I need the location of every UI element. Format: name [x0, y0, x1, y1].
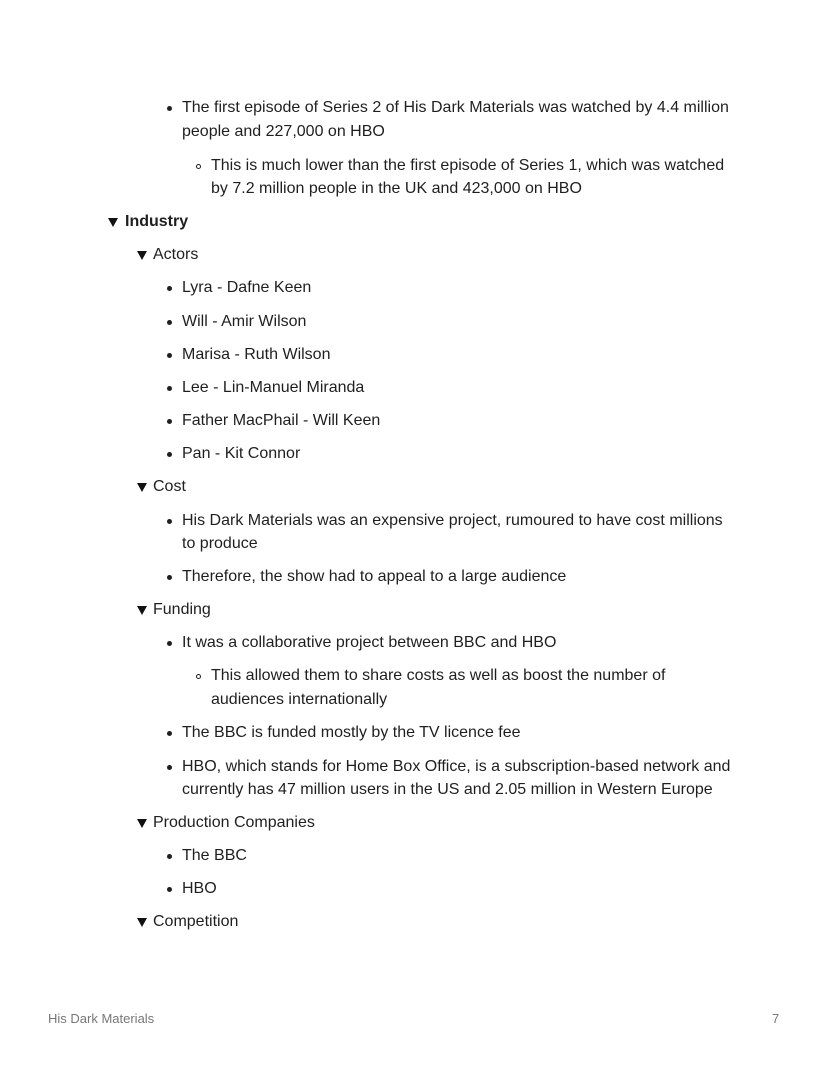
- list-item-text: HBO: [182, 880, 217, 897]
- subsection-heading-funding: Funding: [153, 601, 211, 618]
- sub-list-item-text: This allowed them to share costs as well as boost the number of: [211, 667, 666, 684]
- collapse-toggle-icon[interactable]: [137, 918, 147, 927]
- collapse-toggle-icon[interactable]: [137, 819, 147, 828]
- subsection-heading-actors: Actors: [153, 246, 199, 263]
- subsection-heading-cost: Cost: [153, 478, 186, 495]
- list-item-text: people and 227,000 on HBO: [182, 123, 385, 140]
- list-bullet: [167, 519, 172, 524]
- list-bullet: [167, 641, 172, 646]
- list-item-text: to produce: [182, 535, 258, 552]
- list-bullet: [167, 765, 172, 770]
- collapse-toggle-icon[interactable]: [137, 606, 147, 615]
- list-bullet: [167, 386, 172, 391]
- actor-list-item: Lee - Lin-Manuel Miranda: [182, 379, 365, 396]
- sub-list-bullet: [196, 674, 201, 679]
- list-bullet: [167, 854, 172, 859]
- list-item-text: His Dark Materials was an expensive project, rumoured to have cost millions: [182, 512, 723, 529]
- collapse-toggle-icon[interactable]: [108, 218, 118, 227]
- list-item-text: The first episode of Series 2 of His Dark Materials was watched by 4.4 million: [182, 99, 729, 116]
- list-item-text: The BBC: [182, 847, 247, 864]
- subsection-heading-production-companies: Production Companies: [153, 814, 315, 831]
- footer-page-number: 7: [772, 1011, 780, 1026]
- list-item-text: Therefore, the show had to appeal to a large audience: [182, 568, 567, 585]
- actor-list-item: Lyra - Dafne Keen: [182, 279, 312, 296]
- sub-list-item-text: by 7.2 million people in the UK and 423,000 on HBO: [211, 180, 582, 197]
- list-bullet: [167, 353, 172, 358]
- subsection-heading-competition: Competition: [153, 913, 239, 930]
- list-bullet: [167, 106, 172, 111]
- list-bullet: [167, 286, 172, 291]
- actor-list-item: Pan - Kit Connor: [182, 445, 301, 462]
- footer-document-title: His Dark Materials: [48, 1011, 155, 1026]
- list-bullet: [167, 575, 172, 580]
- sub-list-bullet: [196, 164, 201, 169]
- list-bullet: [167, 731, 172, 736]
- actor-list-item: Marisa - Ruth Wilson: [182, 346, 331, 363]
- actor-list-item: Will - Amir Wilson: [182, 313, 307, 330]
- collapse-toggle-icon[interactable]: [137, 483, 147, 492]
- list-item-text: The BBC is funded mostly by the TV licence fee: [182, 724, 521, 741]
- list-item-text: HBO, which stands for Home Box Office, is a subscription-based network and: [182, 758, 731, 775]
- list-bullet: [167, 887, 172, 892]
- actor-list-item: Father MacPhail - Will Keen: [182, 412, 381, 429]
- list-bullet: [167, 320, 172, 325]
- list-bullet: [167, 419, 172, 424]
- sub-list-item-text: This is much lower than the first episode of Series 1, which was watched: [211, 157, 725, 174]
- list-item-text: currently has 47 million users in the US and 2.05 million in Western Europe: [182, 781, 713, 798]
- collapse-toggle-icon[interactable]: [137, 251, 147, 260]
- sub-list-item-text: audiences internationally: [211, 691, 388, 708]
- list-bullet: [167, 452, 172, 457]
- list-item-text: It was a collaborative project between BBC and HBO: [182, 634, 557, 651]
- section-heading-industry: Industry: [125, 213, 189, 230]
